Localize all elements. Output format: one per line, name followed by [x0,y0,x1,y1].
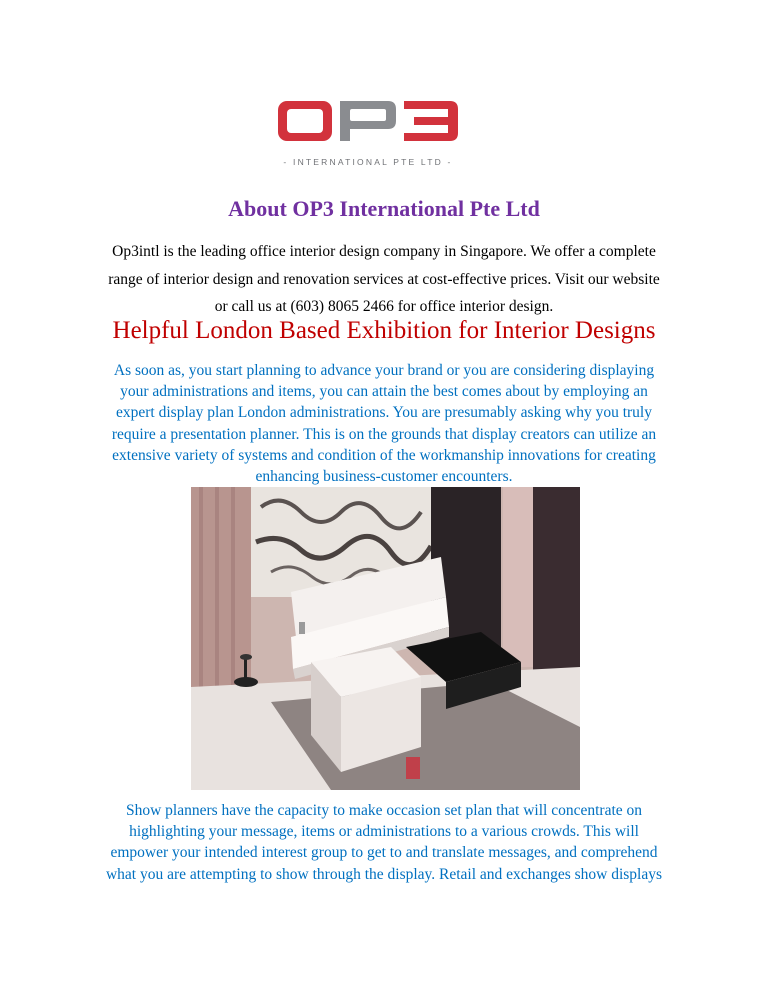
paragraph-line: what you are attempting to show through the display. Retail and exchanges show displays [105,865,663,883]
paragraph-line: require a presentation planner. This is on the grounds that display creators can utilize an [111,425,657,443]
paragraph-line: enhancing business-customer encounters. [255,468,513,486]
about-line: range of interior design and renovation services at cost-effective prices. Visit our website [108,270,660,288]
paragraph-line: expert display plan London administrations. You are presumably asking why you truly [116,404,652,422]
about-paragraph [88,238,680,321]
paragraph-line: extensive variety of systems and condition of the workmanship innovations for creating [112,446,656,464]
interior-photo [191,487,580,790]
section-heading: Helpful London Based Exhibition for Interior Designs [112,317,656,344]
paragraph-line: highlighting your message, items or administrations to a various crowds. This will [129,823,639,841]
about-line: or call us at (603) 8065 2466 for office interior design. [214,298,554,315]
logo-tagline: - INTERNATIONAL PTE LTD - [283,157,453,167]
logo-letter-3 [404,101,458,141]
company-logo [268,95,468,175]
living-room-image [191,487,580,790]
about-line: Op3intl is the leading office interior design company in Singapore. We offer a complete [112,243,656,260]
paragraph-2 [84,800,684,885]
about-title: About OP3 International Pte Ltd [228,196,540,221]
paragraph-line: As soon as, you start planning to advance your brand or you are considering displaying [113,362,655,379]
paragraph-line: your administrations and items, you can attain the best comes about by employing an [120,383,648,401]
paragraph-1 [86,360,682,487]
paragraph-line: empower your intended interest group to get to and translate messages, and comprehend [110,844,658,862]
op3-logo-graphic [268,95,468,175]
paragraph-line: Show planners have the capacity to make occasion set plan that will concentrate on [125,802,643,819]
